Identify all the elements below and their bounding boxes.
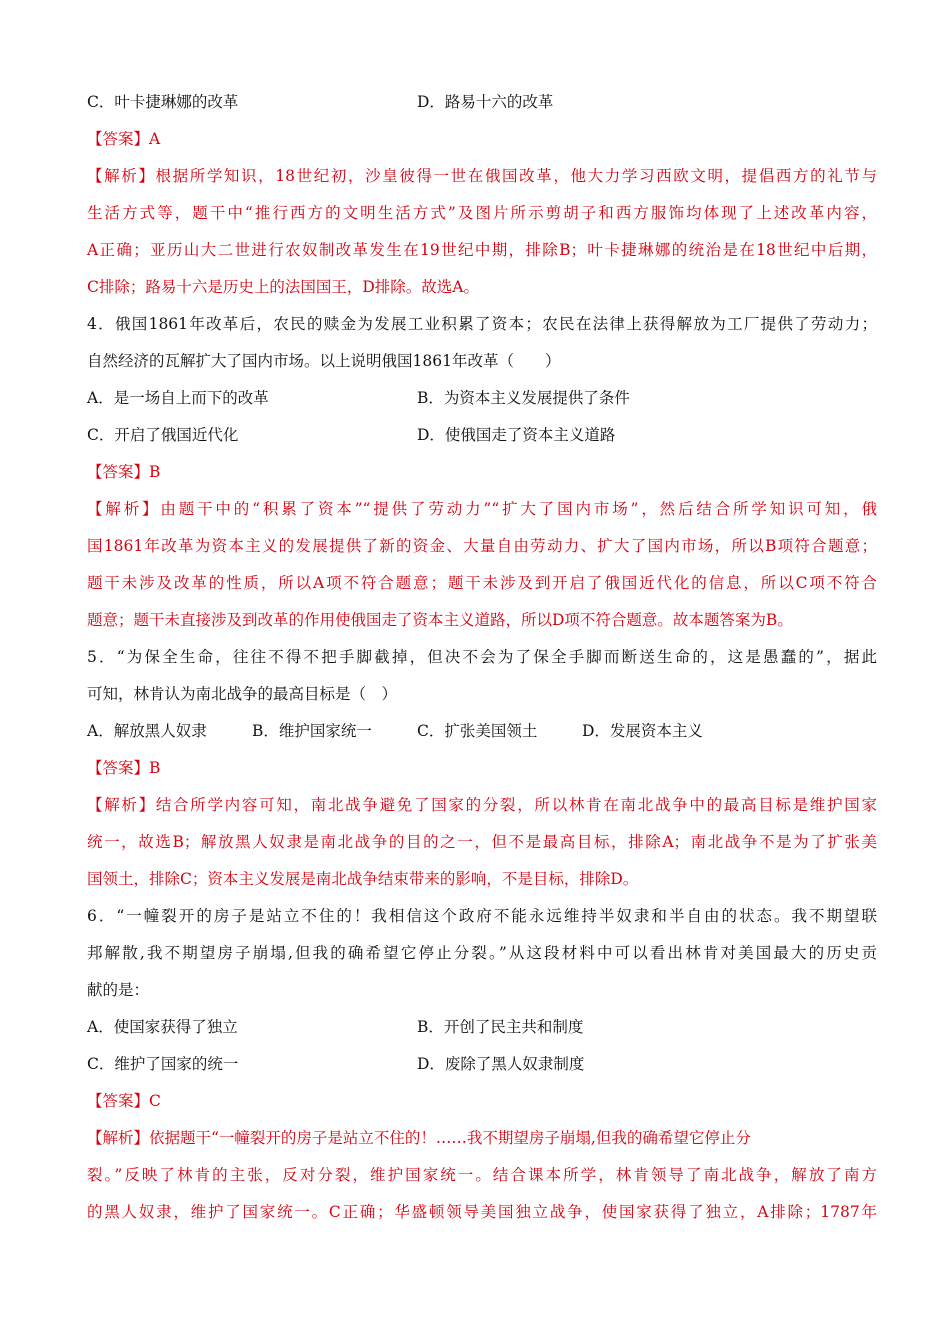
q6-option-a: A．使国家获得了独立 <box>87 1018 238 1036</box>
q4-analysis-line: 题干未涉及改革的性质，所以A项不符合题意；题干未涉及到开启了俄国近代化的信息，所以C项不符合 <box>87 574 877 592</box>
q3-options <box>87 84 877 121</box>
q5-stem-line: 可知，林肯认为南北战争的最高目标是（ ） <box>87 685 398 703</box>
q3-analysis-line: C排除；路易十六是历史上的法国国王，D排除。故选A。 <box>87 278 479 296</box>
q4-analysis-line: 国1861年改革为资本主义的发展提供了新的资金、大量自由劳动力、扩大了国内市场，所以B项符合题意； <box>87 537 877 555</box>
q6-analysis-line: 裂。”反映了林肯的主张，反对分裂，维护国家统一。结合课本所学，林肯领导了南北战争，解放了南方 <box>87 1166 877 1184</box>
q5-options-row <box>87 713 877 750</box>
q5-analysis-line: 统一，故选B；解放黑人奴隶是南北战争的目的之一，但不是最高目标，排除A；南北战争不是为了扩张美 <box>87 833 877 851</box>
q3-option-d: D．路易十六的改革 <box>417 93 554 111</box>
q4-option-a: A．是一场自上而下的改革 <box>87 389 269 407</box>
q4-analysis-line: 题意；题干未直接涉及到改革的作用使俄国走了资本主义道路，所以D项不符合题意。故本题答案为B。 <box>87 611 793 629</box>
q6-answer: 【答案】C <box>87 1092 161 1110</box>
q4-stem-line: 4．俄国1861年改革后，农民的赎金为发展工业积累了资本；农民在法律上获得解放为工厂提供了劳动力； <box>87 315 877 333</box>
q5-answer: 【答案】B <box>87 759 161 777</box>
q6-options-row <box>87 1009 877 1046</box>
q5-option-d: D．发展资本主义 <box>582 722 703 740</box>
q6-stem-line: 6．“一幢裂开的房子是站立不住的！我相信这个政府不能永远维持半奴隶和半自由的状态。我不期望联 <box>87 907 877 925</box>
q6-stem-line: 邦解散,我不期望房子崩塌,但我的确希望它停止分裂。”从这段材料中可以看出林肯对美国最大的历史贡 <box>87 944 877 962</box>
q4-options-row <box>87 417 877 454</box>
q6-option-d: D．废除了黑人奴隶制度 <box>417 1055 585 1073</box>
q5-option-b: B．维护国家统一 <box>252 722 372 740</box>
q3-analysis-line: A正确；亚历山大二世进行农奴制改革发生在19世纪中期，排除B；叶卡捷琳娜的统治是在18世纪中后期， <box>87 241 877 259</box>
document-page <box>87 84 877 1231</box>
q4-stem-line: 自然经济的瓦解扩大了国内市场。以上说明俄国1861年改革（ ） <box>87 352 561 370</box>
q3-option-c: C．叶卡捷琳娜的改革 <box>87 93 239 111</box>
q5-analysis-line: 国领土，排除C；资本主义发展是南北战争结束带来的影响，不是目标，排除D。 <box>87 870 639 888</box>
q4-options-row <box>87 380 877 417</box>
q4-option-d: D．使俄国走了资本主义道路 <box>417 426 616 444</box>
q5-analysis-line: 【解析】结合所学内容可知，南北战争避免了国家的分裂，所以林肯在南北战争中的最高目标是维护国家 <box>87 796 877 814</box>
q6-option-b: B．开创了民主共和制度 <box>417 1018 584 1036</box>
q4-option-c: C．开启了俄国近代化 <box>87 426 239 444</box>
q4-answer: 【答案】B <box>87 463 161 481</box>
q5-option-a: A．解放黑人奴隶 <box>87 722 207 740</box>
q6-stem-line: 献的是： <box>87 981 150 999</box>
q5-stem-line: 5．“为保全生命，往往不得不把手脚截掉，但决不会为了保全手脚而断送生命的，这是愚蠢的”，据此 <box>87 648 877 666</box>
q3-analysis-line: 生活方式等，题干中“推行西方的文明生活方式”及图片所示剪胡子和西方服饰均体现了上述改革内容， <box>87 204 877 222</box>
q3-answer: 【答案】A <box>87 130 161 148</box>
q3-analysis-line: 【解析】根据所学知识，18世纪初，沙皇彼得一世在俄国改革，他大力学习西欧文明，提倡西方的礼节与 <box>87 167 877 185</box>
q5-option-c: C．扩张美国领土 <box>417 722 538 740</box>
q4-option-b: B．为资本主义发展提供了条件 <box>417 389 630 407</box>
q6-option-c: C．维护了国家的统一 <box>87 1055 239 1073</box>
q6-options-row <box>87 1046 877 1083</box>
q6-analysis-line: 的黑人奴隶，维护了国家统一。C正确；华盛顿领导美国独立战争，使国家获得了独立，A排除；1787年 <box>87 1203 877 1221</box>
q6-analysis-line: 【解析】依据题干“一幢裂开的房子是站立不住的！……我不期望房子崩塌,但我的确希望它停止分 <box>87 1129 751 1147</box>
q4-analysis-line: 【解析】由题干中的“积累了资本”“提供了劳动力”“扩大了国内市场”，然后结合所学知识可知，俄 <box>87 500 877 518</box>
